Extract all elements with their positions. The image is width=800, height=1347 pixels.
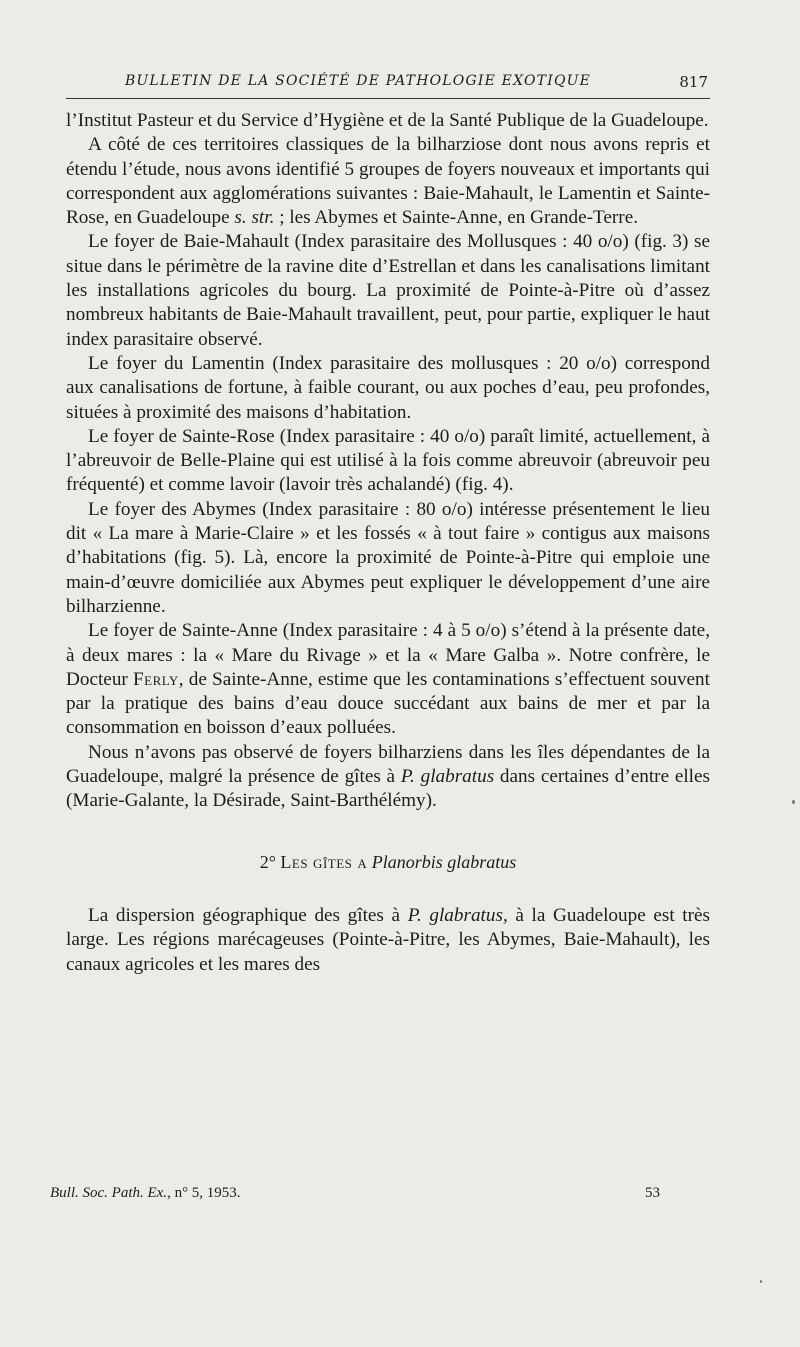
paragraphs-before-heading <box>66 109 710 814</box>
text-run: A côté de ces territoires classiques de la bilharziose dont nous avons repris et étendu l’étude, nous avons identifié 5 groupes de foyers nouveaux et importants qui correspondent aux agglomérations suivantes : Baie-Mahault, le Lamentin et Sainte-Rose, en Guadeloupe <box>66 134 710 229</box>
text-run: dans certaines d’entre elles (Marie-Galante, la Désirade, Saint-Barthélémy). <box>66 766 710 812</box>
smallcaps-name: Ferly <box>132 668 179 690</box>
paragraph <box>66 230 710 351</box>
paragraph <box>66 133 710 230</box>
paper-speck <box>760 1280 762 1283</box>
text-run: La dispersion géographique des gîtes à <box>88 904 408 926</box>
text-run: Nous n’avons pas observé de foyers bilharziens dans les îles dépendantes de la Guadeloupe, malgré la présence de gîtes à <box>66 741 710 788</box>
text-run: l’Institut Pasteur et du Service d’Hygiène et de la Santé Publique de la Guadeloupe. <box>66 110 709 131</box>
italic-text: P. glabratus <box>400 766 495 788</box>
running-head: BULLETIN DE LA SOCIÉTÉ DE PATHOLOGIE EXOTIQUE <box>124 73 592 89</box>
body-text <box>66 109 710 977</box>
text-run: ; les Abymes et Sainte-Anne, en Grande-Terre. <box>274 207 639 229</box>
paragraphs-after-heading <box>66 904 710 977</box>
text-run: Le foyer des Abymes (Index parasitaire : 80 o/o) intéresse présentement le lieu dit « La mare à Marie-Claire » et les fossés « à tout faire » contigus aux maisons d’habitations (fig. 5). Là, encore la proximité de Pointe-à-Pitre qui emploie une main-d’œuvre domiciliée aux Abymes peut expliquer le développement d’une aire bilharzienne. <box>66 498 710 617</box>
page-header <box>66 60 710 99</box>
italic-text: P. glabratus <box>407 904 503 926</box>
italic-text: s. str. <box>234 207 275 229</box>
paragraph <box>66 109 710 133</box>
page-number: 817 <box>679 73 708 91</box>
signature-number: 53 <box>645 1185 660 1201</box>
text-run: , de Sainte-Anne, estime que les contaminations s’effectuent souvent par la pratique des bains d’eau douce succédant aux bains de mer et par la consommation en boisson d’eaux polluées. <box>66 668 710 739</box>
text-run: Le foyer de Sainte-Rose (Index parasitaire : 40 o/o) paraît limité, actuellement, à l’abreuvoir de Belle-Plaine qui est utilisé à la fois comme abreuvoir (abreuvoir peu fréquenté) et comme lavoir (lavoir très achalandé) (fig. 4). <box>66 425 710 496</box>
text-run: , à la Guadeloupe est très large. Les régions marécageuses (Pointe-à-Pitre, les Abymes, Baie-Mahault), les canaux agricoles et les mares des <box>66 904 710 975</box>
paragraph <box>66 352 710 425</box>
section-heading <box>66 850 710 874</box>
text-run: Le foyer de Sainte-Anne (Index parasitaire : 4 à 5 o/o) s’étend à la présente date, à deux mares : la « Mare du Rivage » et la « Mare Galba ». Notre confrère, le Docteur <box>66 620 710 690</box>
text-run: Le foyer du Lamentin (Index parasitaire des mollusques : 20 o/o) correspond aux canalisations de fortune, à faible courant, ou aux poches d’eau, peu profondes, situées à proximité des maisons d’habitation. <box>66 352 710 423</box>
journal-citation: Bull. Soc. Path. Ex. <box>50 1185 168 1201</box>
paragraph <box>66 904 710 977</box>
page-footer <box>50 1185 660 1202</box>
section-label: Les gîtes a <box>280 851 368 872</box>
paper-speck <box>792 800 795 804</box>
paragraph <box>66 498 710 619</box>
document-page <box>66 60 710 977</box>
paragraph <box>66 741 710 814</box>
paragraph <box>66 619 710 740</box>
section-species: Planorbis glabratus <box>371 851 517 872</box>
paragraph <box>66 425 710 498</box>
section-number: 2° <box>259 851 276 872</box>
text-run: Le foyer de Baie-Mahault (Index parasitaire des Mollusques : 40 o/o) (fig. 3) se situe dans le périmètre de la ravine dite d’Estrellan et dans les canalisations limitant les installations agricoles du bourg. La proximité de Pointe-à-Pitre où d’assez nombreux habitants de Baie-Mahault travaillent, peut, pour partie, expliquer le haut index parasitaire observé. <box>66 231 710 350</box>
journal-issue: , n° 5, 1953. <box>167 1185 241 1201</box>
